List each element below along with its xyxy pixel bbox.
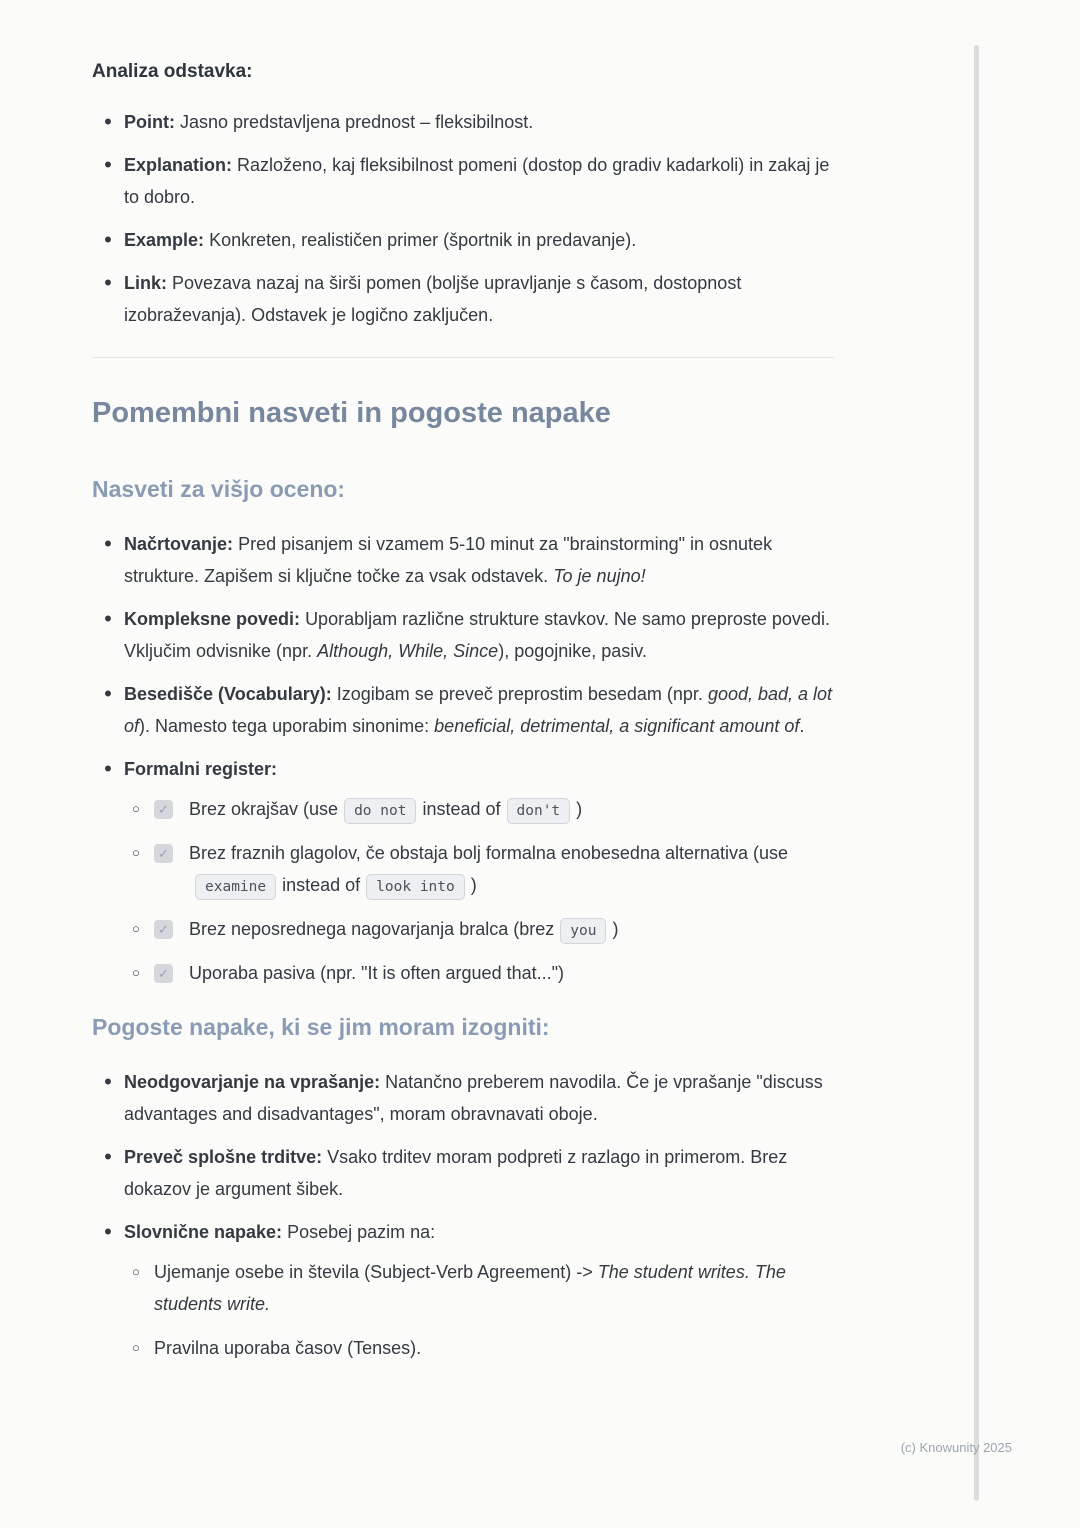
item-lead: Example: [124,230,205,250]
item-italic: beneficial, detrimental, a significant amount of [434,716,800,736]
item-lead: Point: [124,112,175,132]
item-text: Uporaba pasiva (npr. "It is often argued that...") [189,963,564,983]
list-item-text [124,1216,834,1376]
checklist-item-text [189,793,834,825]
item-italic: To je nujno! [553,566,646,586]
list-item [92,1066,834,1130]
item-text: Konkreten, realističen primer (športnik in predavanje). [209,230,637,250]
item-text: instead of [282,875,361,895]
item-text: Posebej pazim na: [287,1222,436,1242]
checkbox[interactable] [154,964,173,983]
list-item [92,267,834,331]
item-lead: Načrtovanje: [124,534,234,554]
bullet-icon: • [104,1144,112,1169]
divider [92,357,834,358]
item-lead: Formalni register: [124,759,278,779]
bullet-icon: • [104,227,112,252]
sublist-item [132,1256,834,1320]
document-content [92,58,834,1387]
list-item-text [124,224,834,256]
checklist-item [132,957,834,989]
list-item-text [124,678,834,742]
bullet-icon: • [104,270,112,295]
list-item-text [124,603,834,667]
bullet-icon: • [104,756,112,781]
inline-code: do not [344,798,416,824]
item-lead: Explanation: [124,155,233,175]
mistakes-list [92,1066,834,1376]
circle-bullet-icon: ○ [132,1340,140,1355]
check-icon: ✓ [158,922,169,937]
item-text: ), pogojnike, pasiv. [498,641,647,661]
checklist-item [132,837,834,901]
item-text: Uporabljam različne strukture stavkov. Ne samo preproste povedi. Vključim odvisnike (npr. [124,609,830,661]
item-text: Jasno predstavljena prednost – fleksibilnost. [180,112,534,132]
section-title: Pomembni nasveti in pogoste napake [92,397,611,429]
item-italic: Although, While, Since [317,641,499,661]
checklist-item-text [189,913,834,945]
list-item-text [124,267,834,331]
inline-code: don't [507,798,571,824]
scrollbar[interactable] [974,45,979,1501]
item-lead: Link: [124,273,167,293]
bullet-icon: • [104,531,112,556]
analysis-heading: Analiza odstavka: [92,61,253,82]
bullet-icon: • [104,681,112,706]
item-text: Natančno preberem navodila. Če je vprašanje "discuss advantages and disadvantages", moram obravnavati oboje. [124,1072,823,1124]
inline-code: look into [366,874,465,900]
checkbox[interactable] [154,920,173,939]
item-lead: Besedišče (Vocabulary): [124,684,332,704]
watermark: (c) Knowunity 2025 [900,1440,1012,1455]
list-item-text [124,1141,834,1205]
item-text: Vsako trditev moram podpreti z razlago in primerom. Brez dokazov je argument šibek. [124,1147,788,1199]
list-item-text [124,106,834,138]
list-item [92,678,834,742]
list-item-text [124,149,834,213]
item-text: Povezava nazaj na širši pomen (boljše upravljanje s časom, dostopnost izobraževanja). Odstavek je logično zaključen. [124,273,742,325]
sublist-item [132,1332,834,1364]
item-text: ). Namesto tega uporabim sinonime: [139,716,430,736]
item-text: Pravilna uporaba časov (Tenses). [154,1338,422,1358]
tips-subtitle: Nasveti za višjo oceno: [92,476,346,502]
item-text: Brez neposrednega nagovarjanja bralca (brez [189,919,555,939]
list-item [92,1141,834,1205]
check-icon: ✓ [158,846,169,861]
analysis-list [92,106,834,331]
item-lead: Neodgovarjanje na vprašanje: [124,1072,381,1092]
item-text: ) [470,875,477,895]
circle-bullet-icon: ○ [132,801,140,816]
checklist-item-text [189,957,834,989]
item-text: Brez fraznih glagolov, če obstaja bolj formalna enobesedna alternativa (use [189,843,789,863]
inline-code: examine [195,874,276,900]
list-item [92,106,834,138]
check-icon: ✓ [158,802,169,817]
bullet-icon: • [104,109,112,134]
sublist-item-text [154,1332,834,1364]
item-text: . [799,716,805,736]
list-item [92,753,834,1001]
item-text: ) [612,919,619,939]
bullet-icon: • [104,606,112,631]
circle-bullet-icon: ○ [132,965,140,980]
checklist-item-text [189,837,834,901]
sublist-item-text [154,1256,834,1320]
item-text: ) [576,799,583,819]
circle-bullet-icon: ○ [132,1264,140,1279]
list-item [92,224,834,256]
list-item [92,1216,834,1376]
circle-bullet-icon: ○ [132,845,140,860]
item-text: Izogibam se preveč preprostim besedam (npr. [336,684,703,704]
list-item [92,149,834,213]
item-lead: Slovnične napake: [124,1222,283,1242]
tips-list [92,528,834,1001]
item-text: instead of [422,799,501,819]
item-lead: Preveč splošne trditve: [124,1147,323,1167]
checkbox[interactable] [154,844,173,863]
list-item-text [124,1066,834,1130]
check-icon: ✓ [158,966,169,981]
checklist-item [132,793,834,825]
list-item-text [124,753,834,1001]
bullet-icon: • [104,1219,112,1244]
item-lead: Kompleksne povedi: [124,609,301,629]
inline-code: you [560,918,606,944]
item-italic: good, bad, a lot of [124,684,833,736]
item-text: Ujemanje osebe in števila (Subject-Verb Agreement) -> [154,1262,593,1282]
mistakes-subtitle: Pogoste napake, ki se jim moram izogniti: [92,1014,550,1040]
item-text: Pred pisanjem si vzamem 5-10 minut za "brainstorming" in osnutek strukture. Zapišem si ključne točke za vsak odstavek. [124,534,773,586]
list-item [92,528,834,592]
item-text: Razloženo, kaj fleksibilnost pomeni (dostop do gradiv kadarkoli) in zakaj je to dobro. [124,155,830,207]
item-text: Brez okrajšav (use [189,799,339,819]
circle-bullet-icon: ○ [132,921,140,936]
item-italic: The student writes. The students write. [154,1262,786,1314]
bullet-icon: • [104,152,112,177]
checklist-item [132,913,834,945]
mistakes-sublist [124,1256,834,1364]
list-item-text [124,528,834,592]
checklist [124,793,834,989]
bullet-icon: • [104,1069,112,1094]
list-item [92,603,834,667]
checkbox[interactable] [154,800,173,819]
